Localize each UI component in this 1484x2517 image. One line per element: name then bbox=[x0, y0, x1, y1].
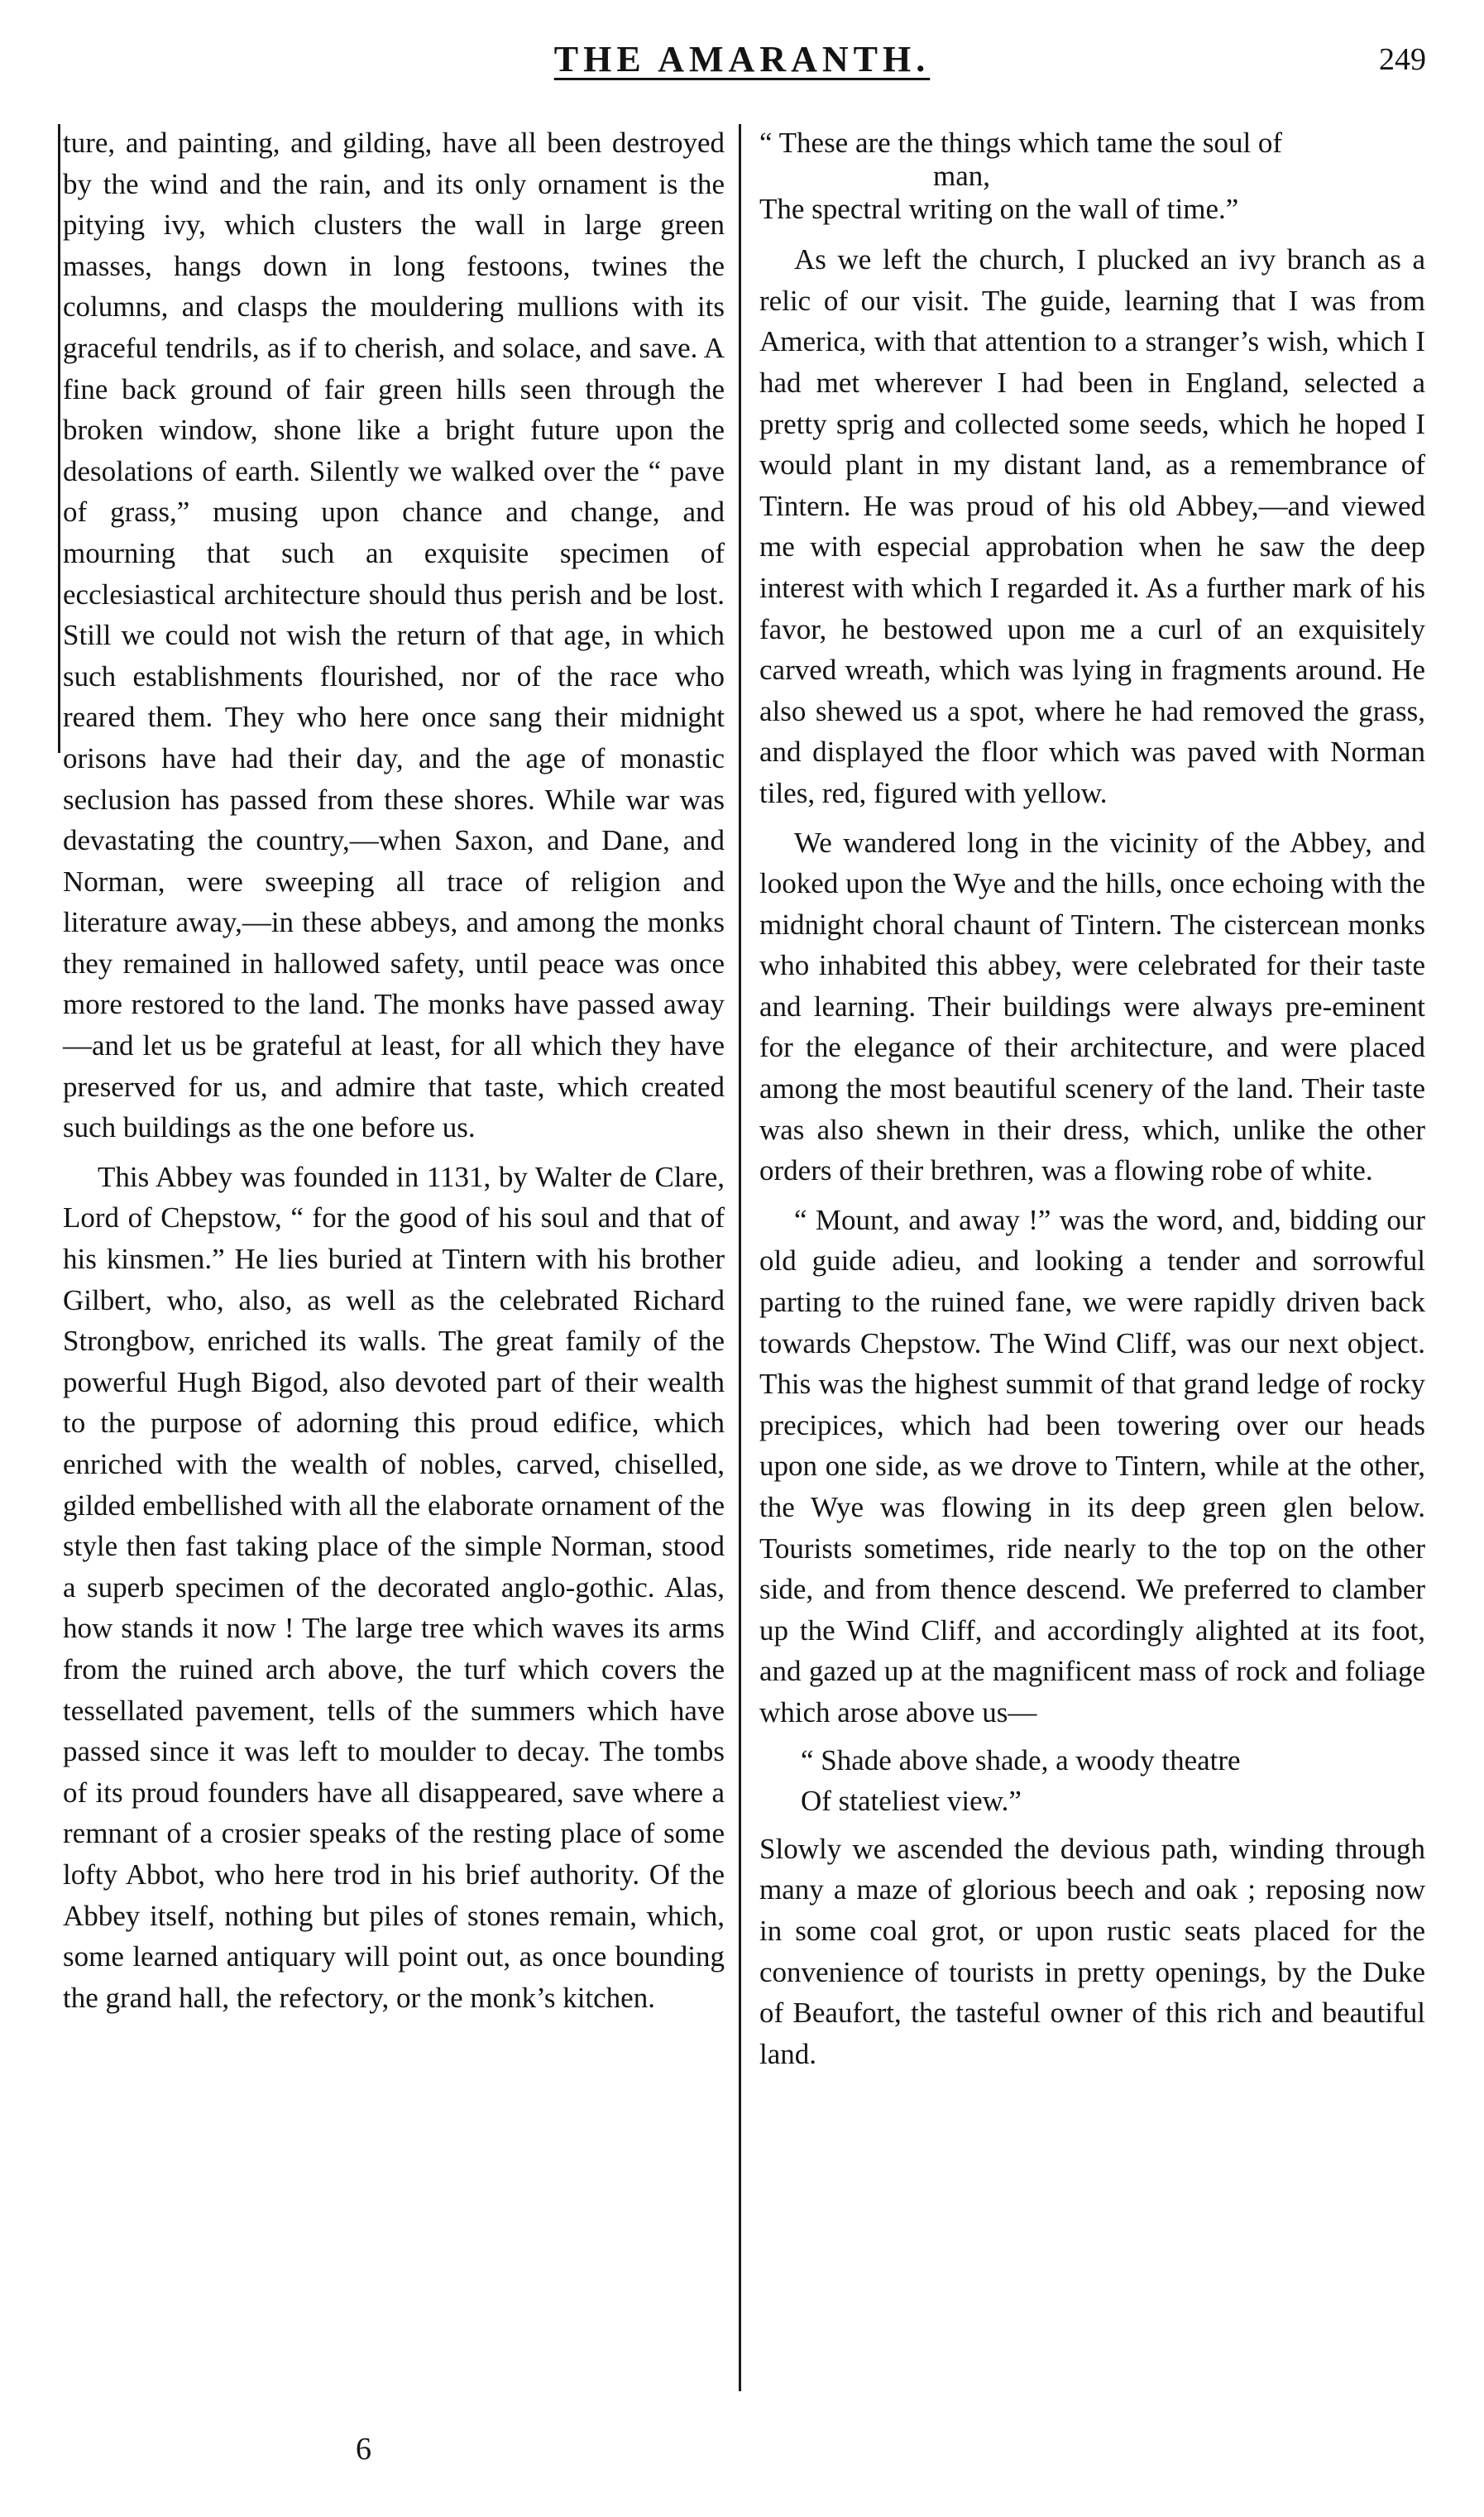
verse-line: Of stateliest view.” bbox=[801, 1785, 1022, 1818]
column-divider bbox=[739, 124, 741, 2391]
paragraph: ture, and painting, and gilding, have all been destroyed by the wind and the rain, and its only ornament is the pitying ivy, which clusters the wall in large green masses, hangs down in long festoons, twines the columns, and clasps the mouldering mullions with its graceful tendrils, as if to cherish, and solace, and save. A fine back ground of fair green hills seen through the broken window, shone like a bright future upon the desolations of earth. Silently we walked over the “ pave of grass,” musing upon chance and change, and mourning that such an exquisite specimen of ecclesiastical architecture should thus perish and be lost. Still we could not wish the return of that age, in which such establishments flourished, nor of the race who reared them. They who here once sang their midnight orisons have had their day, and the age of monastic seclusion has passed from these shores. While war was devastating the country,—when Saxon, and Dane, and Norman, were sweeping all trace of religion and literature away,—in these abbeys, and among the monks they remained in hallowed safety, until peace was once more restored to the land. The monks have passed away—and let us be grateful at least, for all which they have preserved for us, and admire that taste, which created such buildings as the one before us. bbox=[63, 127, 725, 1144]
paragraph: This Abbey was founded in 1131, by Walter de Clare, Lord of Chepstow, “ for the good of his soul and that of his kinsmen.” He lies buried at Tintern with his brother Gilbert, who, also, as well as the celebrated Richard Strongbow, enriched its walls. The great family of the powerful Hugh Bigod, also devoted part of their wealth to the purpose of adorning this proud edifice, which enriched with the wealth of nobles, carved, chiselled, gilded embellished with all the elaborate ornament of the style then fast taking place of the simple Norman, stood a superb specimen of the decorated anglo-gothic. Alas, how stands it now ! The large tree which waves its arms from the ruined arch above, the turf which covers the tessellated pavement, tells of the summers which have passed since it was left to moulder to decay. The tombs of its proud founders have all disappeared, save where a remnant of a crosier speaks of the resting place of some lofty Abbot, who here trod in his brief authority. Of the Abbey itself, nothing but piles of stones remain, which, some learned antiquary will point out, as once bounding the grand hall, the refectory, or the monk’s kitchen. bbox=[63, 1160, 725, 2014]
page-header bbox=[0, 33, 1484, 91]
right-column bbox=[759, 122, 1425, 2074]
paragraph: As we left the church, I plucked an ivy branch as a relic of our visit. The guide, learning that I was from America, with that attention to a stranger’s wish, which I had met wherever I had been in England, selected a pretty sprig and collected some seeds, which he hoped I would plant in my distant land, as a remembrance of Tintern. He was proud of his old Abbey,—and viewed me with especial approbation when he saw the deep interest with which I regarded it. As a further mark of his favor, he bestowed upon me a curl of an exquisitely carved wreath, which was lying in fragments around. He also shewed us a spot, where he had removed the grass, and displayed the floor which was paved with Norman tiles, red, figured with yellow. bbox=[759, 243, 1425, 809]
paragraph: We wandered long in the vicinity of the Abbey, and looked upon the Wye and the hills, once echoing with the midnight choral chaunt of Tintern. The cistercean monks who inhabited this abbey, were celebrated for their taste and learning. Their buildings were always pre-eminent for the elegance of their architecture, and were placed among the most beautiful scenery of the land. Their taste was also shewn in their dress, which, unlike the other orders of their brethren, was a flowing robe of white. bbox=[759, 826, 1425, 1187]
left-margin-rule bbox=[58, 124, 60, 753]
page-number: 249 bbox=[1379, 42, 1426, 77]
left-column bbox=[63, 122, 725, 2018]
verse-quotation bbox=[759, 1740, 1425, 1822]
verse-line: The spectral writing on the wall of time.” bbox=[759, 192, 1239, 225]
verse-line: “ Shade above shade, a woody theatre bbox=[801, 1743, 1241, 1776]
verse-line-continuation: man, bbox=[933, 159, 991, 192]
signature-mark: 6 bbox=[356, 2432, 371, 2467]
verse-line: “ These are the things which tame the soul of bbox=[759, 127, 1283, 159]
paragraph: Slowly we ascended the devious path, winding through many a maze of glorious beech and oak ; reposing now in some coal grot, or upon rustic seats placed for the convenience of tourists in pretty openings, by the Duke of Beaufort, the tasteful owner of this rich and beautiful land. bbox=[759, 1832, 1425, 2070]
verse-quotation bbox=[759, 122, 1425, 229]
paragraph: “ Mount, and away !” was the word, and, bidding our old guide adieu, and looking a tender and sorrowful parting to the ruined fane, we were rapidly driven back towards Chepstow. The Wind Cliff, was our next object. This was the highest summit of that grand ledge of rocky precipices, which had been towering over our heads upon one side, as we drove to Tintern, while at the other, the Wye was flowing in its deep green glen below. Tourists sometimes, ride nearly to the top on the other side, and from thence descend. We preferred to clamber up the Wind Cliff, and accordingly alighted at its foot, and gazed up at the magnificent mass of rock and foliage which arose above us— bbox=[759, 1203, 1425, 1728]
running-head: THE AMARANTH. bbox=[553, 39, 931, 79]
